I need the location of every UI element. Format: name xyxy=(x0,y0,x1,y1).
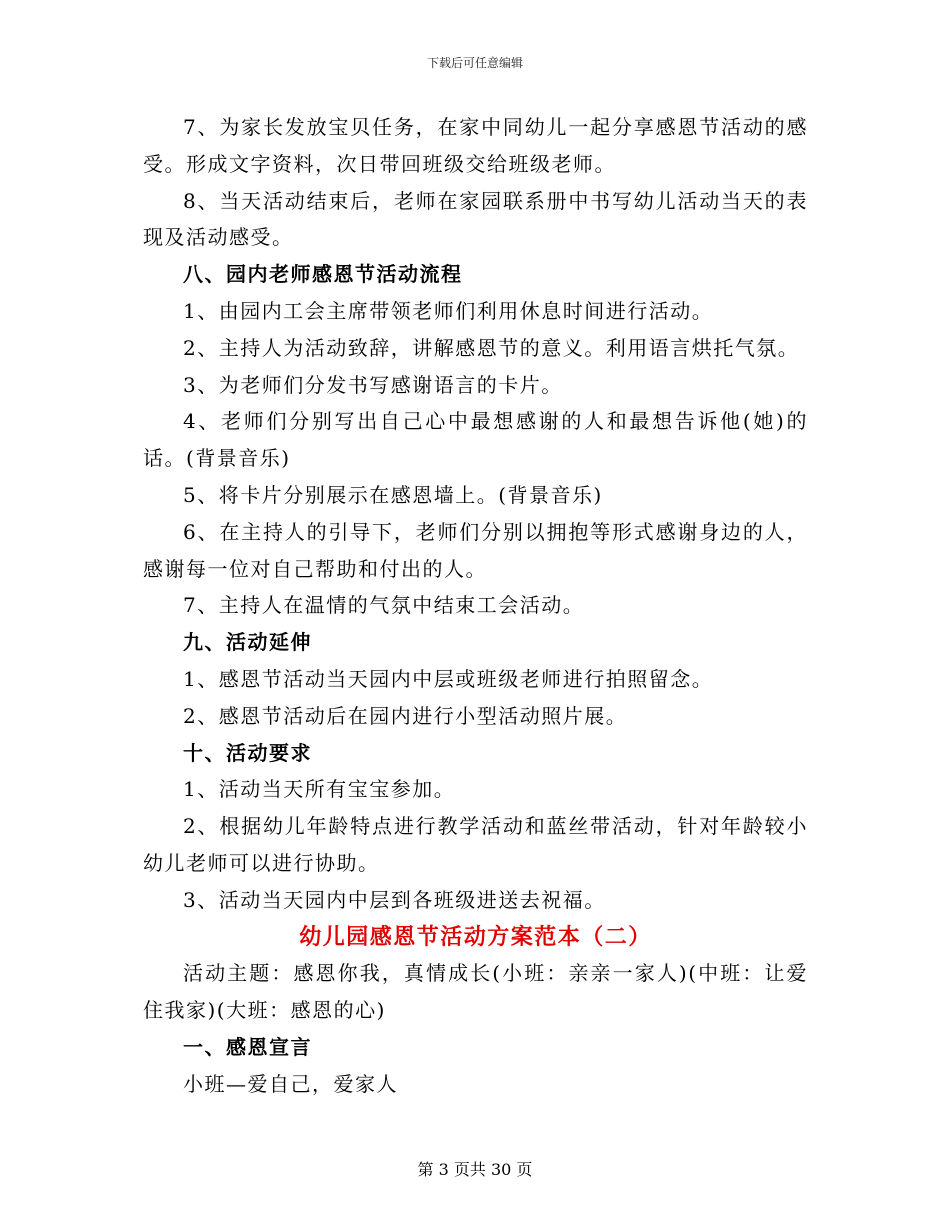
paragraph-item: 2、感恩节活动后在园内进行小型活动照片展。 xyxy=(183,703,628,728)
document-title: 幼儿园感恩节活动方案范本（二） xyxy=(299,923,652,950)
paragraph-item: 4、老师们分别写出自己心中最想感谢的人和最想告诉他(她)的话。(背景音乐) xyxy=(143,409,808,471)
document-body xyxy=(143,109,808,1103)
paragraph-item: 2、根据幼儿年龄特点进行教学活动和蓝丝带活动，针对年龄较小幼儿老师可以进行协助。 xyxy=(143,814,808,875)
paragraph-item: 2、主持人为活动致辞，讲解感恩节的意义。利用语言烘托气氛。 xyxy=(183,335,800,360)
paragraph-item: 1、由园内工会主席带领老师们利用休息时间进行活动。 xyxy=(183,298,714,323)
paragraph-item: 小班—爱自己，爱家人 xyxy=(183,1071,398,1096)
paragraph-item: 3、活动当天园内中层到各班级进送去祝福。 xyxy=(183,887,606,912)
paragraph-item-8-record: 8、当天活动结束后，老师在家园联系册中书写幼儿活动当天的表现及活动感受。 xyxy=(143,188,808,250)
paragraph-item: 1、感恩节活动当天园内中层或班级老师进行拍照留念。 xyxy=(183,666,714,691)
paragraph-item-7-task: 7、为家长发放宝贝任务，在家中同幼儿一起分享感恩节活动的感受。形成文字资料，次日带回班级交给班级老师。 xyxy=(143,115,808,176)
activity-theme-paragraph: 活动主题：感恩你我，真情成长(小班：亲亲一家人)(中班：让爱住我家)(大班：感恩的心) xyxy=(143,961,808,1023)
page-footer: 第 3 页共 30 页 xyxy=(417,1160,533,1179)
page-header: 下载后可任意编辑 xyxy=(426,56,523,70)
paragraph-item: 3、为老师们分发书写感谢语言的卡片。 xyxy=(183,372,563,397)
section-heading-8: 八、园内老师感恩节活动流程 xyxy=(183,262,463,287)
section-heading-9: 九、活动延伸 xyxy=(183,630,312,655)
paragraph-item: 6、在主持人的引导下，老师们分别以拥抱等形式感谢身边的人，感谢每一位对自己帮助和付出的人。 xyxy=(143,519,808,581)
paragraph-item: 5、将卡片分别展示在感恩墙上。(背景音乐) xyxy=(183,482,603,507)
paragraph-item: 7、主持人在温情的气氛中结束工会活动。 xyxy=(183,593,585,618)
section-heading-1: 一、感恩宣言 xyxy=(183,1034,312,1059)
paragraph-item: 1、活动当天所有宝宝参加。 xyxy=(183,777,456,802)
section-heading-10: 十、活动要求 xyxy=(183,740,312,765)
